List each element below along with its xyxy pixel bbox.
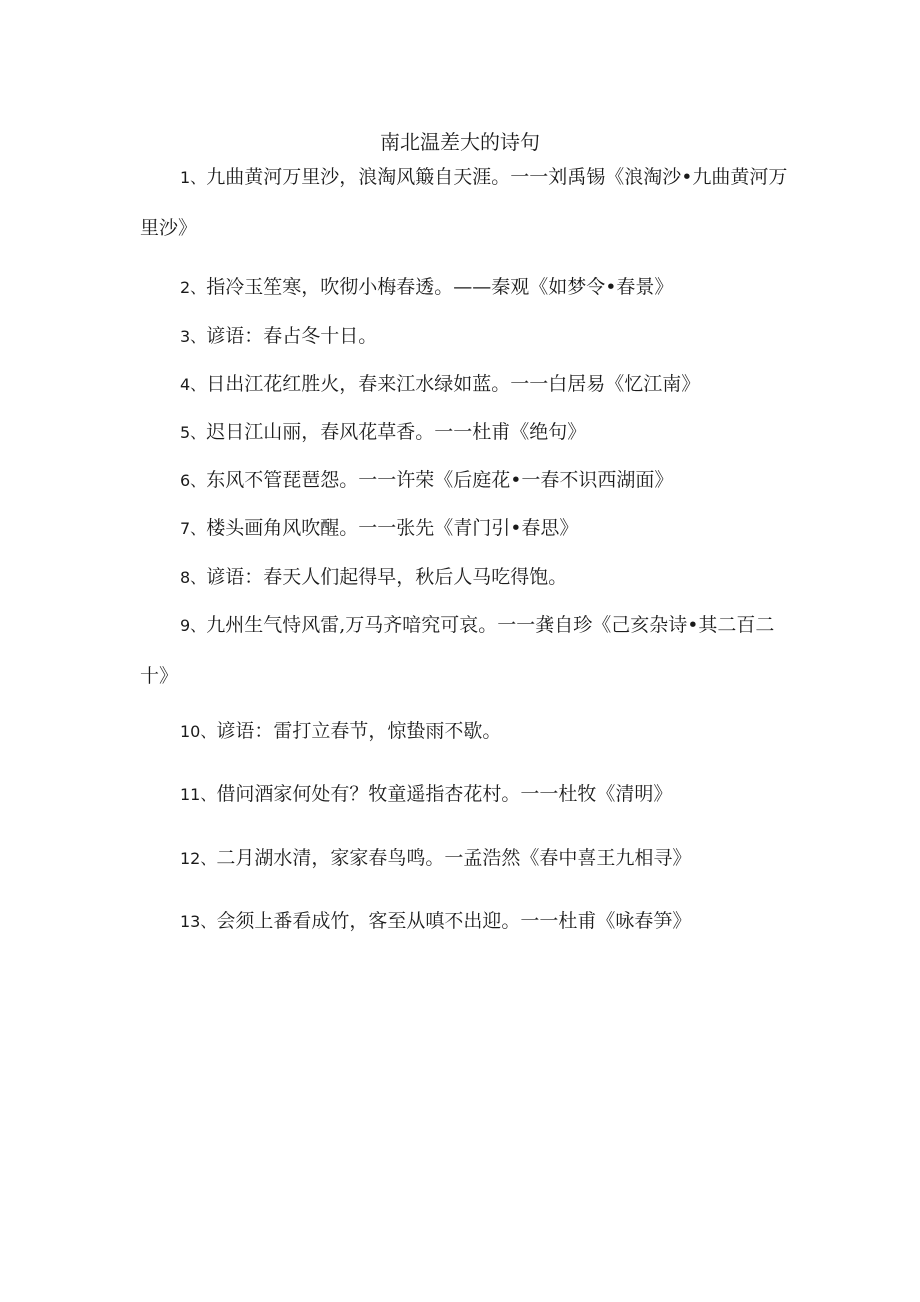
item-number: 6、 <box>180 471 207 490</box>
item-number: 13、 <box>180 912 217 931</box>
item-text: 谚语：春天人们起得早，秋后人马吃得饱。 <box>206 566 568 588</box>
list-item <box>140 407 790 458</box>
list-item <box>140 262 790 313</box>
item-text: 九州生气恃风雷,万马齐喑究可哀。一一龚自珍《己亥杂诗•其二百二十》 <box>140 614 775 687</box>
document-title: 南北温差大的诗句 <box>380 130 540 154</box>
list-item <box>140 833 790 884</box>
item-text: 九曲黄河万里沙，浪淘风簸自天涯。一一刘禹锡《浪淘沙•九曲黄河万里沙》 <box>140 166 788 239</box>
item-text: 东风不管琵琶怨。一一许荣《后庭花•一春不识西湖面》 <box>206 469 674 491</box>
item-text: 楼头画角风吹醒。一一张先《青门引•春思》 <box>206 517 579 539</box>
list-item <box>140 600 790 701</box>
item-text: 谚语：雷打立春节，惊蛰雨不歇。 <box>216 720 502 742</box>
item-number: 1、 <box>180 168 207 187</box>
item-text: 日出江花红胜火，春来江水绿如蓝。一一白居易《忆江南》 <box>206 373 701 395</box>
item-number: 12、 <box>180 849 217 868</box>
item-text: 指冷玉笙寒，吹彻小梅春透。——秦观《如梦令•春景》 <box>206 276 674 298</box>
list-item <box>140 152 790 253</box>
list-item <box>140 706 790 757</box>
list-item <box>140 896 790 947</box>
item-number: 5、 <box>180 423 207 442</box>
list-item <box>140 455 790 506</box>
list-item <box>140 359 790 410</box>
item-number: 3、 <box>180 327 207 346</box>
list-item <box>140 311 790 362</box>
item-text: 借问酒家何处有？牧童遥指杏花村。一一杜牧《清明》 <box>216 783 673 805</box>
item-text: 谚语：春占冬十日。 <box>206 325 378 347</box>
item-number: 10、 <box>180 722 217 741</box>
item-number: 8、 <box>180 568 207 587</box>
item-text: 迟日江山丽，春风花草香。一一杜甫《绝句》 <box>206 421 587 443</box>
item-number: 11、 <box>180 785 217 804</box>
list-item <box>140 552 790 603</box>
list-item <box>140 769 790 820</box>
item-text: 会须上番看成竹，客至从嗔不出迎。一一杜甫《咏春笋》 <box>216 910 692 932</box>
list-item <box>140 503 790 554</box>
item-number: 9、 <box>180 616 207 635</box>
item-number: 7、 <box>180 519 207 538</box>
item-number: 2、 <box>180 278 207 297</box>
item-text: 二月湖水清，家家春鸟鸣。一孟浩然《春中喜王九相寻》 <box>216 847 692 869</box>
item-number: 4、 <box>180 375 207 394</box>
